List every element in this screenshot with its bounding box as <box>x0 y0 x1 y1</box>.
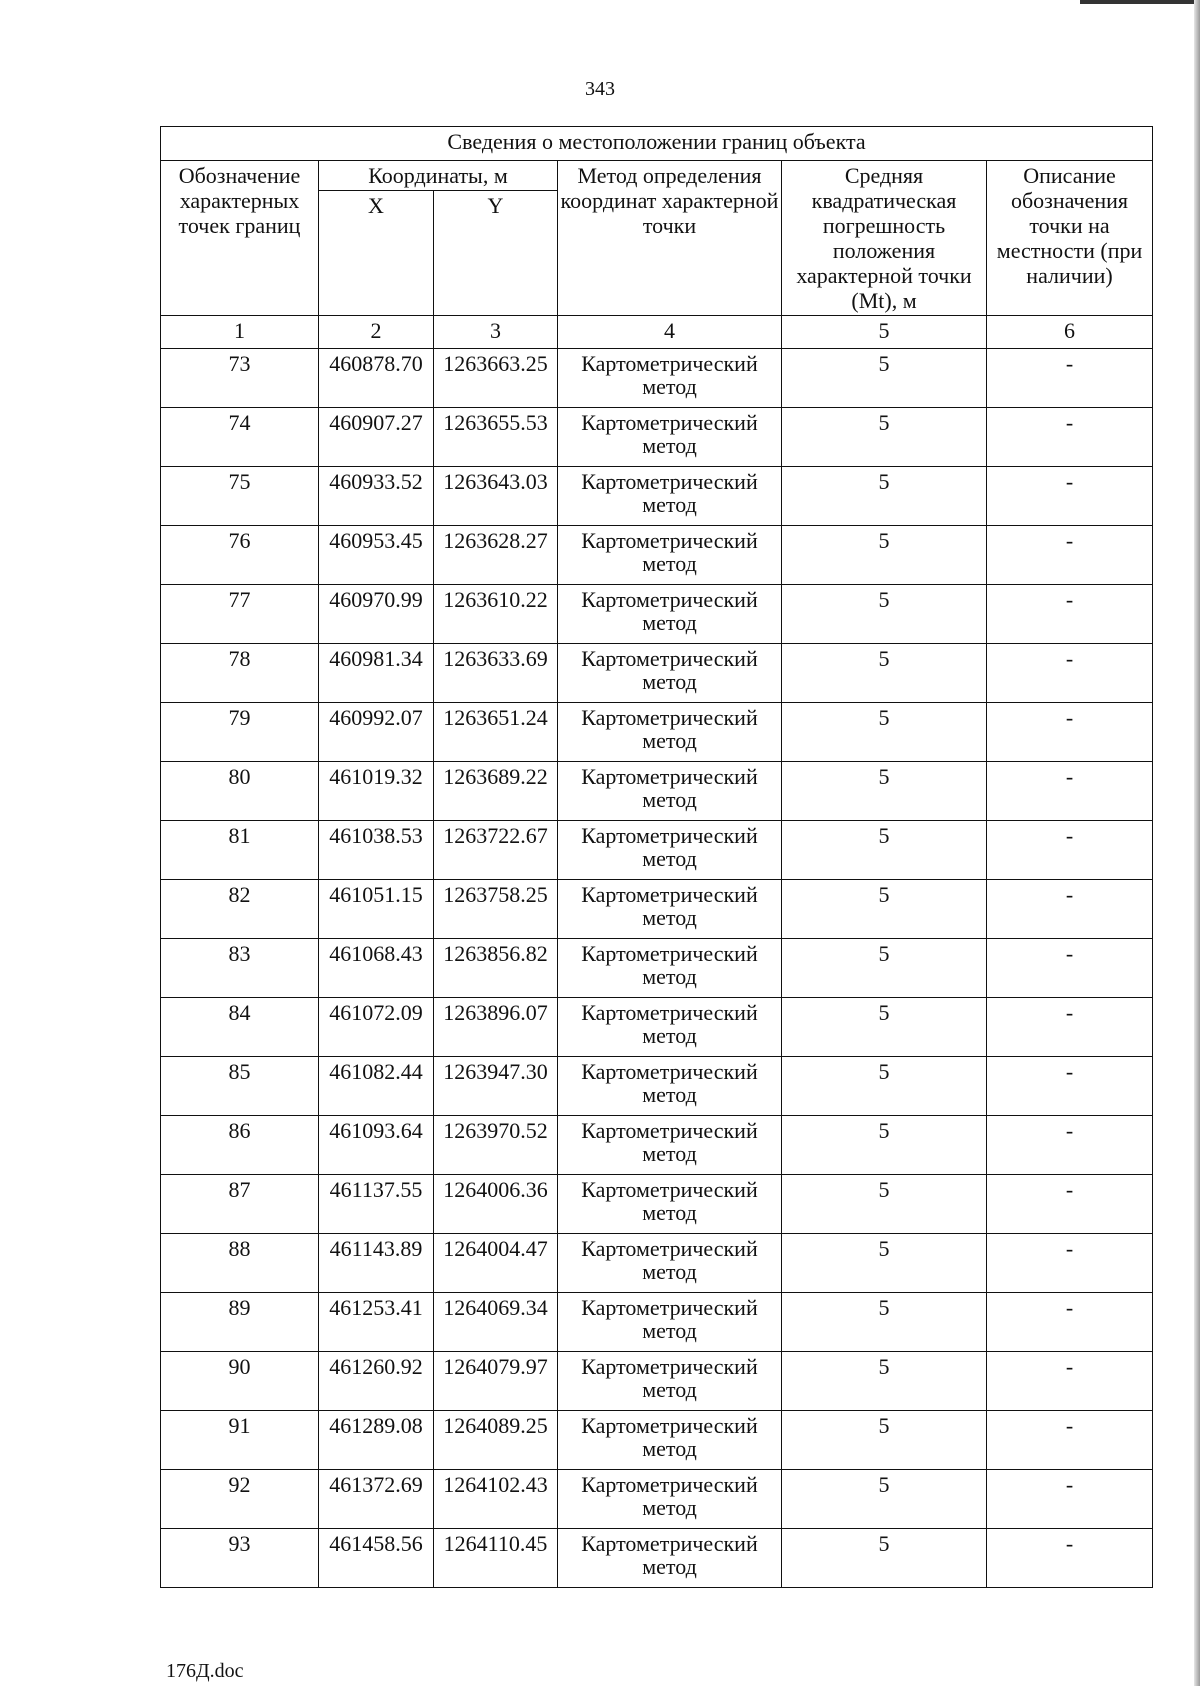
x-coordinate-cell: 461051.15 <box>319 880 434 939</box>
header-point-designation: Обозначение характерных точек границ <box>161 161 319 316</box>
y-coordinate-cell: 1264004.47 <box>434 1234 558 1293</box>
method-line2: метод <box>642 1495 697 1520</box>
method-cell <box>558 1234 782 1293</box>
method-cell <box>558 1175 782 1234</box>
x-coordinate-cell: 461038.53 <box>319 821 434 880</box>
method-line1: Картометрический <box>581 1472 758 1497</box>
method-cell <box>558 880 782 939</box>
y-coordinate-cell: 1264079.97 <box>434 1352 558 1411</box>
accuracy-cell: 5 <box>782 467 987 526</box>
method-line2: метод <box>642 1259 697 1284</box>
description-cell: - <box>987 1293 1153 1352</box>
page-number: 343 <box>585 78 615 100</box>
y-coordinate-cell: 1263610.22 <box>434 585 558 644</box>
description-cell: - <box>987 644 1153 703</box>
method-line2: метод <box>642 1082 697 1107</box>
description-cell: - <box>987 1057 1153 1116</box>
header-method: Метод определения координат характерной точки <box>558 161 782 316</box>
table-row <box>161 998 1153 1057</box>
x-coordinate-cell: 461260.92 <box>319 1352 434 1411</box>
table-row <box>161 1470 1153 1529</box>
table-row <box>161 1234 1153 1293</box>
column-number: 3 <box>434 316 558 349</box>
method-line1: Картометрический <box>581 410 758 435</box>
accuracy-cell: 5 <box>782 762 987 821</box>
x-coordinate-cell: 461072.09 <box>319 998 434 1057</box>
method-line1: Картометрический <box>581 1413 758 1438</box>
method-line2: метод <box>642 905 697 930</box>
y-coordinate-cell: 1263896.07 <box>434 998 558 1057</box>
table-row <box>161 1352 1153 1411</box>
method-line2: метод <box>642 964 697 989</box>
x-coordinate-cell: 460992.07 <box>319 703 434 762</box>
table-row <box>161 1116 1153 1175</box>
method-line1: Картометрический <box>581 1059 758 1084</box>
method-cell <box>558 998 782 1057</box>
x-coordinate-cell: 461289.08 <box>319 1411 434 1470</box>
x-coordinate-cell: 461137.55 <box>319 1175 434 1234</box>
description-cell: - <box>987 1175 1153 1234</box>
description-cell: - <box>987 998 1153 1057</box>
table-row <box>161 467 1153 526</box>
description-cell: - <box>987 526 1153 585</box>
table-row <box>161 1293 1153 1352</box>
method-cell <box>558 703 782 762</box>
table-row <box>161 1057 1153 1116</box>
description-cell: - <box>987 1470 1153 1529</box>
description-cell: - <box>987 762 1153 821</box>
method-line1: Картометрический <box>581 941 758 966</box>
method-line1: Картометрический <box>581 882 758 907</box>
x-coordinate-cell: 460970.99 <box>319 585 434 644</box>
y-coordinate-cell: 1263856.82 <box>434 939 558 998</box>
method-cell <box>558 1352 782 1411</box>
method-line1: Картометрический <box>581 764 758 789</box>
point-cell: 90 <box>161 1352 319 1411</box>
method-line1: Картометрический <box>581 351 758 376</box>
method-line1: Картометрический <box>581 1177 758 1202</box>
method-cell <box>558 762 782 821</box>
description-cell: - <box>987 1411 1153 1470</box>
method-line1: Картометрический <box>581 1531 758 1556</box>
point-cell: 76 <box>161 526 319 585</box>
accuracy-cell: 5 <box>782 1175 987 1234</box>
header-accuracy: Средняя квадратическая погрешность положения характерной точки (Mt), м <box>782 161 987 316</box>
y-coordinate-cell: 1263722.67 <box>434 821 558 880</box>
accuracy-cell: 5 <box>782 585 987 644</box>
y-coordinate-cell: 1264069.34 <box>434 1293 558 1352</box>
method-line2: метод <box>642 1318 697 1343</box>
point-cell: 81 <box>161 821 319 880</box>
method-line2: метод <box>642 728 697 753</box>
method-line2: метод <box>642 1436 697 1461</box>
accuracy-cell: 5 <box>782 408 987 467</box>
point-cell: 74 <box>161 408 319 467</box>
point-cell: 86 <box>161 1116 319 1175</box>
y-coordinate-cell: 1263663.25 <box>434 349 558 408</box>
accuracy-cell: 5 <box>782 349 987 408</box>
x-coordinate-cell: 460878.70 <box>319 349 434 408</box>
accuracy-cell: 5 <box>782 644 987 703</box>
y-coordinate-cell: 1263758.25 <box>434 880 558 939</box>
accuracy-cell: 5 <box>782 880 987 939</box>
method-line1: Картометрический <box>581 646 758 671</box>
y-coordinate-cell: 1263970.52 <box>434 1116 558 1175</box>
method-cell <box>558 1293 782 1352</box>
scan-edge-right <box>1194 0 1200 1686</box>
method-cell <box>558 1529 782 1588</box>
method-line2: метод <box>642 374 697 399</box>
x-coordinate-cell: 461458.56 <box>319 1529 434 1588</box>
y-coordinate-cell: 1263633.69 <box>434 644 558 703</box>
accuracy-cell: 5 <box>782 998 987 1057</box>
y-coordinate-cell: 1263655.53 <box>434 408 558 467</box>
point-cell: 73 <box>161 349 319 408</box>
point-cell: 75 <box>161 467 319 526</box>
method-line1: Картометрический <box>581 1354 758 1379</box>
point-cell: 83 <box>161 939 319 998</box>
method-line1: Картометрический <box>581 1118 758 1143</box>
y-coordinate-cell: 1263947.30 <box>434 1057 558 1116</box>
x-coordinate-cell: 461372.69 <box>319 1470 434 1529</box>
table-row <box>161 1529 1153 1588</box>
table-row <box>161 526 1153 585</box>
column-numbers-row <box>161 316 1153 349</box>
accuracy-cell: 5 <box>782 1529 987 1588</box>
method-line1: Картометрический <box>581 823 758 848</box>
column-number: 4 <box>558 316 782 349</box>
x-coordinate-cell: 461253.41 <box>319 1293 434 1352</box>
y-coordinate-cell: 1264006.36 <box>434 1175 558 1234</box>
y-coordinate-cell: 1263643.03 <box>434 467 558 526</box>
point-cell: 78 <box>161 644 319 703</box>
method-cell <box>558 821 782 880</box>
x-coordinate-cell: 460981.34 <box>319 644 434 703</box>
method-line2: метод <box>642 1023 697 1048</box>
column-number: 2 <box>319 316 434 349</box>
table-row <box>161 644 1153 703</box>
point-cell: 82 <box>161 880 319 939</box>
table-row <box>161 1411 1153 1470</box>
x-coordinate-cell: 461093.64 <box>319 1116 434 1175</box>
point-cell: 80 <box>161 762 319 821</box>
table-row <box>161 939 1153 998</box>
method-cell <box>558 467 782 526</box>
point-cell: 91 <box>161 1411 319 1470</box>
point-cell: 93 <box>161 1529 319 1588</box>
x-coordinate-cell: 460907.27 <box>319 408 434 467</box>
point-cell: 88 <box>161 1234 319 1293</box>
y-coordinate-cell: 1264089.25 <box>434 1411 558 1470</box>
point-cell: 84 <box>161 998 319 1057</box>
footer-filename: 176Д.doc <box>166 1660 244 1682</box>
method-line1: Картометрический <box>581 1236 758 1261</box>
method-line2: метод <box>642 1200 697 1225</box>
method-line2: метод <box>642 551 697 576</box>
boundary-coordinates-table <box>160 126 1153 1588</box>
column-number: 6 <box>987 316 1153 349</box>
method-cell <box>558 526 782 585</box>
x-coordinate-cell: 461082.44 <box>319 1057 434 1116</box>
accuracy-cell: 5 <box>782 1411 987 1470</box>
accuracy-cell: 5 <box>782 1352 987 1411</box>
description-cell: - <box>987 821 1153 880</box>
point-cell: 79 <box>161 703 319 762</box>
accuracy-cell: 5 <box>782 526 987 585</box>
method-cell <box>558 1411 782 1470</box>
point-cell: 87 <box>161 1175 319 1234</box>
method-line2: метод <box>642 610 697 635</box>
method-cell <box>558 349 782 408</box>
method-line2: метод <box>642 1377 697 1402</box>
method-line1: Картометрический <box>581 1000 758 1025</box>
table-row <box>161 762 1153 821</box>
header-x: X <box>319 191 434 316</box>
method-line2: метод <box>642 433 697 458</box>
method-line2: метод <box>642 846 697 871</box>
method-line1: Картометрический <box>581 705 758 730</box>
method-line2: метод <box>642 669 697 694</box>
method-cell <box>558 1057 782 1116</box>
method-line1: Картометрический <box>581 1295 758 1320</box>
column-number: 1 <box>161 316 319 349</box>
point-cell: 92 <box>161 1470 319 1529</box>
table-row <box>161 703 1153 762</box>
method-cell <box>558 585 782 644</box>
method-cell <box>558 1116 782 1175</box>
description-cell: - <box>987 1529 1153 1588</box>
x-coordinate-cell: 460933.52 <box>319 467 434 526</box>
x-coordinate-cell: 461068.43 <box>319 939 434 998</box>
description-cell: - <box>987 703 1153 762</box>
header-coordinates: Координаты, м <box>319 161 558 191</box>
accuracy-cell: 5 <box>782 703 987 762</box>
table-row <box>161 1175 1153 1234</box>
y-coordinate-cell: 1263628.27 <box>434 526 558 585</box>
method-cell <box>558 1470 782 1529</box>
method-line2: метод <box>642 1554 697 1579</box>
description-cell: - <box>987 467 1153 526</box>
accuracy-cell: 5 <box>782 1470 987 1529</box>
method-cell <box>558 408 782 467</box>
description-cell: - <box>987 939 1153 998</box>
table-row <box>161 349 1153 408</box>
y-coordinate-cell: 1264102.43 <box>434 1470 558 1529</box>
description-cell: - <box>987 1116 1153 1175</box>
method-line2: метод <box>642 492 697 517</box>
table-title: Сведения о местоположении границ объекта <box>161 127 1153 161</box>
method-line2: метод <box>642 1141 697 1166</box>
description-cell: - <box>987 585 1153 644</box>
method-line1: Картометрический <box>581 528 758 553</box>
method-cell <box>558 644 782 703</box>
description-cell: - <box>987 349 1153 408</box>
header-y: Y <box>434 191 558 316</box>
scan-edge-top <box>1080 0 1200 4</box>
method-line1: Картометрический <box>581 469 758 494</box>
column-number: 5 <box>782 316 987 349</box>
x-coordinate-cell: 461019.32 <box>319 762 434 821</box>
table-row <box>161 880 1153 939</box>
header-description: Описание обозначения точки на местности (при наличии) <box>987 161 1153 316</box>
table-row <box>161 585 1153 644</box>
method-line2: метод <box>642 787 697 812</box>
x-coordinate-cell: 461143.89 <box>319 1234 434 1293</box>
point-cell: 85 <box>161 1057 319 1116</box>
y-coordinate-cell: 1264110.45 <box>434 1529 558 1588</box>
description-cell: - <box>987 880 1153 939</box>
accuracy-cell: 5 <box>782 1293 987 1352</box>
y-coordinate-cell: 1263689.22 <box>434 762 558 821</box>
point-cell: 89 <box>161 1293 319 1352</box>
method-line1: Картометрический <box>581 587 758 612</box>
accuracy-cell: 5 <box>782 939 987 998</box>
y-coordinate-cell: 1263651.24 <box>434 703 558 762</box>
description-cell: - <box>987 1352 1153 1411</box>
accuracy-cell: 5 <box>782 821 987 880</box>
accuracy-cell: 5 <box>782 1234 987 1293</box>
x-coordinate-cell: 460953.45 <box>319 526 434 585</box>
method-cell <box>558 939 782 998</box>
table-row <box>161 408 1153 467</box>
description-cell: - <box>987 408 1153 467</box>
accuracy-cell: 5 <box>782 1057 987 1116</box>
accuracy-cell: 5 <box>782 1116 987 1175</box>
description-cell: - <box>987 1234 1153 1293</box>
table-row <box>161 821 1153 880</box>
point-cell: 77 <box>161 585 319 644</box>
